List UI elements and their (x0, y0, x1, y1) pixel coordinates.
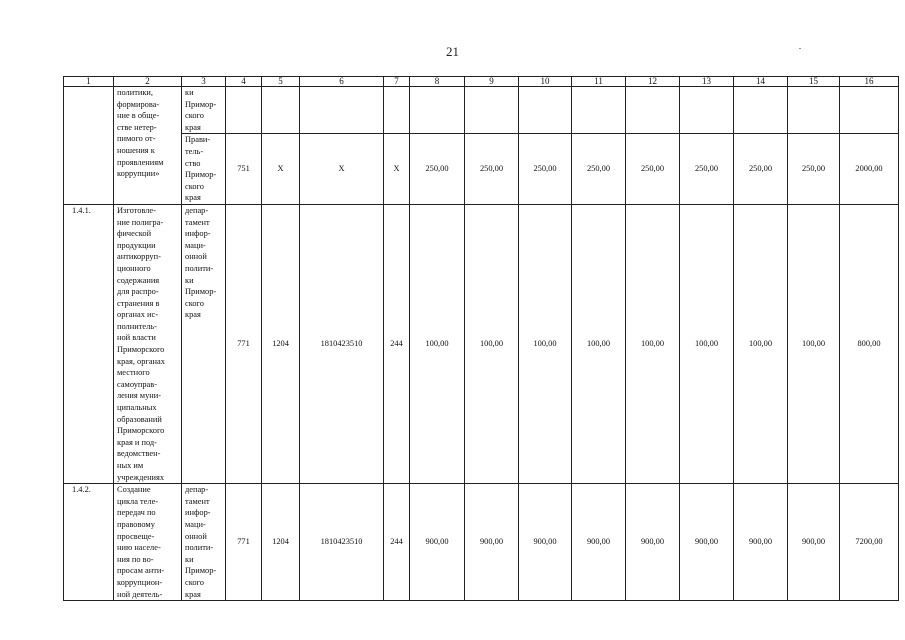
value-cell (410, 87, 465, 134)
text-line: Приморского (117, 345, 165, 355)
text-line: Примор- (185, 99, 217, 109)
value-cell: 250,00 (788, 134, 840, 205)
text-line: ние в обще- (117, 111, 160, 121)
value-cell: 100,00 (465, 204, 519, 483)
text-line: правовому (117, 519, 155, 529)
text-line: формирова- (117, 99, 160, 109)
value-cell: 244 (384, 204, 410, 483)
column-number: 3 (182, 77, 226, 87)
table-row (64, 204, 899, 483)
text-line: стве нетер- (117, 122, 157, 132)
text-line: ского (185, 298, 204, 308)
page-number: 21 (446, 44, 459, 59)
text-line: Примор- (185, 170, 217, 180)
value-cell: 2000,00 (840, 134, 899, 205)
value-cell (734, 87, 788, 134)
value-cell: 250,00 (680, 134, 734, 205)
text-line: 1.4.2. (72, 485, 91, 495)
text-line: ведомствен- (117, 449, 161, 459)
text-line: полнитель- (117, 321, 157, 331)
value-cell (384, 87, 410, 134)
text-line: ского (185, 111, 204, 121)
value-cell: 250,00 (519, 134, 572, 205)
text-line: ношения к (117, 145, 155, 155)
column-number: 4 (226, 77, 262, 87)
text-line: учреждениях (117, 472, 165, 482)
text-line: края (185, 193, 201, 203)
column-number: 14 (734, 77, 788, 87)
text-line: коррупцион- (117, 577, 163, 587)
column-number: 5 (262, 77, 300, 87)
text-line: маци- (185, 519, 206, 529)
text-line: ципальных (117, 403, 157, 413)
value-cell: 100,00 (734, 204, 788, 483)
text-line: инфор- (185, 508, 211, 518)
column-number: 13 (680, 77, 734, 87)
value-cell: X (262, 134, 300, 205)
value-cell: 250,00 (410, 134, 465, 205)
text-line: ского (185, 181, 204, 191)
item-name-cell (114, 204, 182, 483)
text-line: фической (117, 229, 152, 239)
table-row (64, 134, 899, 205)
text-line: продукции (117, 240, 156, 250)
text-line: коррупции» (117, 169, 160, 179)
text-line: края (185, 589, 201, 599)
value-cell: 900,00 (734, 484, 788, 601)
text-line: тамент (185, 496, 210, 506)
column-number: 9 (465, 77, 519, 87)
value-cell: 100,00 (788, 204, 840, 483)
text-line: ки (185, 554, 194, 564)
value-cell: 100,00 (519, 204, 572, 483)
text-line: края, органах (117, 356, 165, 366)
column-number: 11 (572, 77, 626, 87)
text-line: Примор- (185, 566, 217, 576)
text-line: края (185, 122, 201, 132)
text-line: тамент (185, 217, 210, 227)
text-line: Создание (117, 485, 151, 495)
text-line: ления муни- (117, 391, 162, 401)
text-line: Прави- (185, 135, 211, 145)
text-line: онной (185, 252, 207, 262)
text-line: ния по во- (117, 554, 154, 564)
text-line: ство (185, 158, 201, 168)
value-cell: 1810423510 (300, 204, 384, 483)
value-cell: 771 (226, 204, 262, 483)
value-cell: 250,00 (626, 134, 680, 205)
value-cell (572, 87, 626, 134)
value-cell: 900,00 (465, 484, 519, 601)
value-cell (300, 87, 384, 134)
column-number: 12 (626, 77, 680, 87)
executor-cell (182, 134, 226, 205)
value-cell (680, 87, 734, 134)
column-number: 15 (788, 77, 840, 87)
text-line: 1.4.1. (72, 205, 91, 215)
value-cell: X (300, 134, 384, 205)
value-cell (626, 87, 680, 134)
scan-speck (799, 48, 801, 49)
text-line: депар- (185, 205, 209, 215)
text-line: края и под- (117, 437, 157, 447)
value-cell: 900,00 (519, 484, 572, 601)
value-cell: 900,00 (626, 484, 680, 601)
text-line: полити- (185, 543, 214, 553)
value-cell: 800,00 (840, 204, 899, 483)
text-line: Изготовле- (117, 205, 156, 215)
column-number: 1 (64, 77, 114, 87)
value-cell: 1204 (262, 204, 300, 483)
table-row (64, 87, 899, 134)
text-line: местного (117, 368, 150, 378)
text-line: пимого от- (117, 134, 156, 144)
value-cell (226, 87, 262, 134)
text-line: образований (117, 414, 162, 424)
column-number: 6 (300, 77, 384, 87)
text-line: просвеще- (117, 531, 155, 541)
text-line: тель- (185, 146, 204, 156)
text-line: ционного (117, 263, 151, 273)
text-line: проявлениям (117, 157, 164, 167)
column-number-row (64, 77, 899, 87)
value-cell: 771 (226, 484, 262, 601)
value-cell: 244 (384, 484, 410, 601)
column-number: 7 (384, 77, 410, 87)
text-line: маци- (185, 240, 206, 250)
value-cell: 250,00 (734, 134, 788, 205)
text-line: органах ис- (117, 310, 158, 320)
text-line: ского (185, 577, 204, 587)
text-line: депар- (185, 485, 209, 495)
executor-cell (182, 204, 226, 483)
value-cell: 751 (226, 134, 262, 205)
text-line: антикорруп- (117, 252, 161, 262)
text-line: Примор- (185, 287, 217, 297)
text-line: содержания (117, 275, 160, 285)
item-number-cell (64, 484, 114, 601)
text-line: ной деятель- (117, 589, 163, 599)
item-number-cell (64, 87, 114, 205)
column-number: 2 (114, 77, 182, 87)
value-cell: 100,00 (680, 204, 734, 483)
value-cell: 250,00 (572, 134, 626, 205)
text-line: ной власти (117, 333, 156, 343)
value-cell: 900,00 (410, 484, 465, 601)
column-number: 8 (410, 77, 465, 87)
item-number-cell (64, 204, 114, 483)
value-cell (465, 87, 519, 134)
text-line: странения в (117, 298, 160, 308)
text-line: нию населе- (117, 543, 161, 553)
text-line: ки (185, 88, 194, 97)
item-name-cell (114, 484, 182, 601)
value-cell: 900,00 (680, 484, 734, 601)
text-line: передач по (117, 508, 156, 518)
text-line: края (185, 310, 201, 320)
item-name-cell (114, 87, 182, 205)
value-cell: 900,00 (788, 484, 840, 601)
value-cell (262, 87, 300, 134)
text-line: Приморского (117, 426, 165, 436)
value-cell (840, 87, 899, 134)
value-cell: 7200,00 (840, 484, 899, 601)
text-line: политики, (117, 88, 154, 97)
text-line: для распро- (117, 287, 159, 297)
column-number: 16 (840, 77, 899, 87)
value-cell: 100,00 (410, 204, 465, 483)
value-cell: 100,00 (572, 204, 626, 483)
value-cell (788, 87, 840, 134)
text-line: онной (185, 531, 207, 541)
text-line: цикла теле- (117, 496, 159, 506)
table-row (64, 484, 899, 601)
text-line: самоуправ- (117, 379, 158, 389)
value-cell: 900,00 (572, 484, 626, 601)
text-line: полити- (185, 263, 214, 273)
value-cell: 1810423510 (300, 484, 384, 601)
value-cell: 1204 (262, 484, 300, 601)
value-cell: 250,00 (465, 134, 519, 205)
executor-cell (182, 484, 226, 601)
text-line: ных им (117, 461, 144, 470)
text-line: ние полигра- (117, 217, 164, 227)
column-number: 10 (519, 77, 572, 87)
executor-cell (182, 87, 226, 134)
value-cell: 100,00 (626, 204, 680, 483)
value-cell (519, 87, 572, 134)
text-line: ки (185, 275, 194, 285)
value-cell: X (384, 134, 410, 205)
budget-table (63, 76, 899, 601)
text-line: просам анти- (117, 566, 165, 576)
text-line: инфор- (185, 229, 211, 239)
